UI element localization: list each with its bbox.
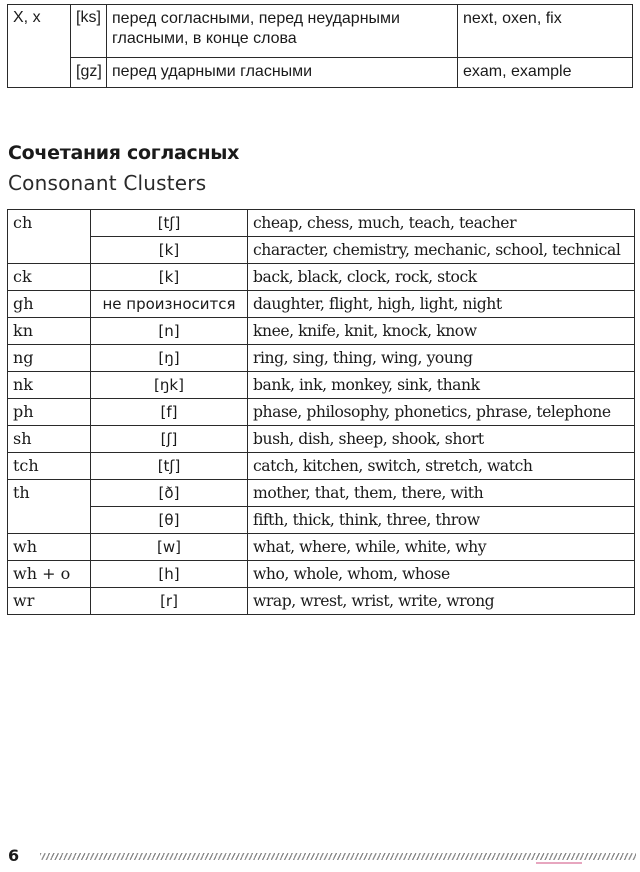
pronunciation-cell: [ŋk] [91, 372, 248, 399]
examples-cell: knee, knife, knit, knock, know [248, 318, 635, 345]
table-row [8, 345, 635, 372]
examples-cell: fifth, thick, think, three, throw [248, 507, 635, 534]
table-row [8, 58, 633, 88]
pronunciation-cell: [r] [91, 588, 248, 615]
cluster-cell: wh [8, 534, 91, 561]
cluster-cell: ph [8, 399, 91, 426]
examples-cell: character, chemistry, mechanic, school, technical [248, 237, 635, 264]
table-row [8, 264, 635, 291]
pronunciation-cell: [k] [91, 264, 248, 291]
letter-cell: X, x [8, 5, 71, 88]
section-title-en: Consonant Clusters [8, 171, 207, 195]
table-row [8, 291, 635, 318]
cluster-cell: wh + o [8, 561, 91, 588]
table-row [8, 507, 635, 534]
table-row [8, 453, 635, 480]
cluster-cell: ch [8, 210, 91, 264]
examples-cell: catch, kitchen, switch, stretch, watch [248, 453, 635, 480]
table-row [8, 561, 635, 588]
pronunciation-cell: [w] [91, 534, 248, 561]
description-cell: перед согласными, перед неударными гласными, в конце слова [107, 5, 458, 58]
letter-x-table [7, 4, 633, 88]
examples-cell: back, black, clock, rock, stock [248, 264, 635, 291]
ipa-cell: [ks] [71, 5, 107, 58]
examples-cell: next, oxen, fix [458, 5, 633, 58]
pronunciation-cell: [ŋ] [91, 345, 248, 372]
cluster-cell: tch [8, 453, 91, 480]
pronunciation-cell: не произносится [91, 291, 248, 318]
cluster-cell: sh [8, 426, 91, 453]
table-row [8, 426, 635, 453]
pronunciation-cell: [tʃ] [91, 210, 248, 237]
cluster-cell: nk [8, 372, 91, 399]
pronunciation-cell: [tʃ] [91, 453, 248, 480]
table-row [8, 588, 635, 615]
table-row [8, 210, 635, 237]
pronunciation-cell: [ð] [91, 480, 248, 507]
pronunciation-cell: [ʃ] [91, 426, 248, 453]
pronunciation-cell: [h] [91, 561, 248, 588]
table-row [8, 399, 635, 426]
examples-cell: ring, sing, thing, wing, young [248, 345, 635, 372]
table-row [8, 480, 635, 507]
cluster-cell: ng [8, 345, 91, 372]
examples-cell: who, whole, whom, whose [248, 561, 635, 588]
section-title-ru: Сочетания согласных [8, 142, 240, 164]
description-cell: перед ударными гласными [107, 58, 458, 88]
examples-cell: phase, philosophy, phonetics, phrase, telephone [248, 399, 635, 426]
ipa-cell: [gz] [71, 58, 107, 88]
examples-cell: bank, ink, monkey, sink, thank [248, 372, 635, 399]
consonant-clusters-table [7, 209, 635, 615]
table-row [8, 534, 635, 561]
pronunciation-cell: [f] [91, 399, 248, 426]
examples-cell: daughter, flight, high, light, night [248, 291, 635, 318]
examples-cell: exam, example [458, 58, 633, 88]
table-row [8, 372, 635, 399]
cluster-cell: th [8, 480, 91, 534]
page-number: 6 [8, 846, 20, 865]
pronunciation-cell: [k] [91, 237, 248, 264]
cluster-cell: kn [8, 318, 91, 345]
table-row [8, 237, 635, 264]
cluster-cell: gh [8, 291, 91, 318]
examples-cell: what, where, while, white, why [248, 534, 635, 561]
footer-accent [536, 862, 582, 864]
cluster-cell: wr [8, 588, 91, 615]
cluster-cell: ck [8, 264, 91, 291]
pronunciation-cell: [θ] [91, 507, 248, 534]
pronunciation-cell: [n] [91, 318, 248, 345]
examples-cell: bush, dish, sheep, shook, short [248, 426, 635, 453]
examples-cell: cheap, chess, much, teach, teacher [248, 210, 635, 237]
footer-stripe [40, 853, 636, 860]
table-row [8, 318, 635, 345]
examples-cell: wrap, wrest, wrist, write, wrong [248, 588, 635, 615]
table-row [8, 5, 633, 58]
examples-cell: mother, that, them, there, with [248, 480, 635, 507]
